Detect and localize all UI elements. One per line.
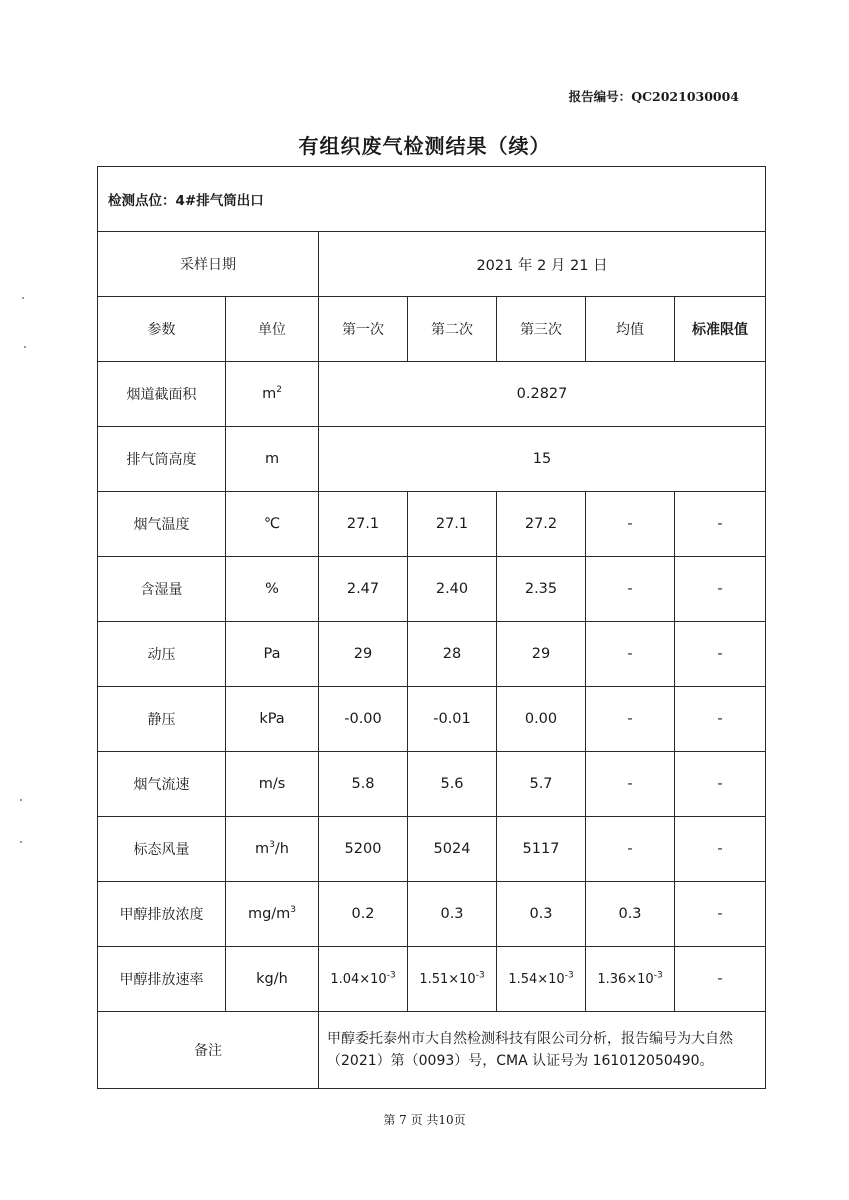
value-cell: 5.6	[408, 752, 497, 817]
value-cell: 5024	[408, 817, 497, 882]
report-number	[569, 87, 739, 105]
unit-base: m	[262, 386, 277, 402]
table-row	[98, 232, 766, 297]
limit-cell: -	[675, 622, 766, 687]
value-base: 1.51×10	[419, 971, 476, 987]
value-cell	[408, 947, 497, 1012]
unit-base: mg/m	[247, 906, 291, 922]
unit-superscript: 3	[290, 905, 297, 916]
table-row	[98, 427, 766, 492]
sampling-date-label: 采样日期	[98, 232, 319, 297]
unit-base: m	[255, 841, 270, 857]
value-exponent: -3	[475, 970, 485, 981]
scan-speck	[22, 297, 24, 299]
limit-cell: -	[675, 687, 766, 752]
value-base: 1.04×10	[330, 971, 387, 987]
value-cell: 0.2827	[319, 362, 766, 427]
unit-cell: m	[226, 427, 319, 492]
value-cell: 5200	[319, 817, 408, 882]
column-header: 单位	[226, 297, 319, 362]
value-cell: 2.40	[408, 557, 497, 622]
param-cell: 排气筒高度	[98, 427, 226, 492]
avg-cell: 0.3	[586, 882, 675, 947]
report-number-label: 报告编号：	[568, 89, 632, 104]
monitoring-point: 检测点位：4#排气筒出口	[98, 167, 766, 232]
value-cell: 28	[408, 622, 497, 687]
limit-cell: -	[675, 882, 766, 947]
avg-cell: -	[586, 492, 675, 557]
value-base: 1.54×10	[508, 971, 565, 987]
table-row	[98, 362, 766, 427]
unit-cell	[226, 882, 319, 947]
sampling-date: 2021 年 2 月 21 日	[319, 232, 766, 297]
limit-cell: -	[675, 947, 766, 1012]
column-header: 均值	[586, 297, 675, 362]
value-cell: 5.8	[319, 752, 408, 817]
limit-cell: -	[675, 817, 766, 882]
page-number: 第 7 页 共10页	[383, 1113, 466, 1127]
column-header: 标准限值	[675, 297, 766, 362]
value-base: 1.36×10	[597, 971, 654, 987]
report-number-value: QC2021030004	[631, 89, 739, 104]
param-cell: 甲醇排放浓度	[98, 882, 226, 947]
scan-speck	[20, 799, 22, 801]
unit-cell: kg/h	[226, 947, 319, 1012]
column-header: 第一次	[319, 297, 408, 362]
scan-speck	[20, 841, 22, 843]
value-exponent: -3	[386, 970, 396, 981]
remark-text: 甲醇委托泰州市大自然检测科技有限公司分析，报告编号为大自然（2021）第（0093）号，CMA 认证号为 161012050490。	[319, 1012, 766, 1089]
results-table	[97, 166, 766, 1089]
value-cell: 15	[319, 427, 766, 492]
table-header-row	[98, 297, 766, 362]
unit-cell: m/s	[226, 752, 319, 817]
unit-superscript: 2	[276, 385, 282, 396]
unit-cell: %	[226, 557, 319, 622]
param-cell: 烟气流速	[98, 752, 226, 817]
limit-cell: -	[675, 492, 766, 557]
param-cell: 含湿量	[98, 557, 226, 622]
scan-speck	[24, 346, 26, 348]
value-cell: 0.3	[408, 882, 497, 947]
value-cell: 0.00	[497, 687, 586, 752]
value-cell: 0.2	[319, 882, 408, 947]
value-cell: 27.1	[319, 492, 408, 557]
value-cell	[319, 947, 408, 1012]
value-cell: -0.00	[319, 687, 408, 752]
table-row	[98, 817, 766, 882]
table-row	[98, 557, 766, 622]
table-row	[98, 882, 766, 947]
value-cell: 27.1	[408, 492, 497, 557]
page-title: 有组织废气检测结果（续）	[298, 134, 551, 158]
param-cell: 动压	[98, 622, 226, 687]
avg-cell: -	[586, 817, 675, 882]
value-cell: 29	[319, 622, 408, 687]
avg-cell: -	[586, 752, 675, 817]
avg-cell: -	[586, 687, 675, 752]
table-row	[98, 752, 766, 817]
value-cell: 29	[497, 622, 586, 687]
param-cell: 烟道截面积	[98, 362, 226, 427]
value-exponent: -3	[564, 970, 574, 981]
column-header: 第二次	[408, 297, 497, 362]
unit-tail: /h	[274, 841, 289, 857]
unit-cell	[226, 362, 319, 427]
avg-cell: -	[586, 622, 675, 687]
value-cell: -0.01	[408, 687, 497, 752]
column-header: 第三次	[497, 297, 586, 362]
table-row	[98, 167, 766, 232]
limit-cell: -	[675, 557, 766, 622]
remark-label: 备注	[98, 1012, 319, 1089]
value-cell: 5117	[497, 817, 586, 882]
value-cell	[497, 947, 586, 1012]
value-exponent: -3	[653, 970, 663, 981]
limit-cell: -	[675, 752, 766, 817]
unit-cell: kPa	[226, 687, 319, 752]
table-row	[98, 622, 766, 687]
value-cell: 2.35	[497, 557, 586, 622]
param-cell: 甲醇排放速率	[98, 947, 226, 1012]
table-row	[98, 687, 766, 752]
avg-cell	[586, 947, 675, 1012]
param-cell: 标态风量	[98, 817, 226, 882]
value-cell: 5.7	[497, 752, 586, 817]
column-header: 参数	[98, 297, 226, 362]
value-cell: 2.47	[319, 557, 408, 622]
unit-cell: Pa	[226, 622, 319, 687]
param-cell: 烟气温度	[98, 492, 226, 557]
table-row	[98, 492, 766, 557]
value-cell: 0.3	[497, 882, 586, 947]
value-cell: 27.2	[497, 492, 586, 557]
table-row	[98, 1012, 766, 1089]
unit-cell	[226, 817, 319, 882]
param-cell: 静压	[98, 687, 226, 752]
avg-cell: -	[586, 557, 675, 622]
unit-superscript: 3	[269, 840, 275, 851]
unit-cell: ℃	[226, 492, 319, 557]
table-row	[98, 947, 766, 1012]
